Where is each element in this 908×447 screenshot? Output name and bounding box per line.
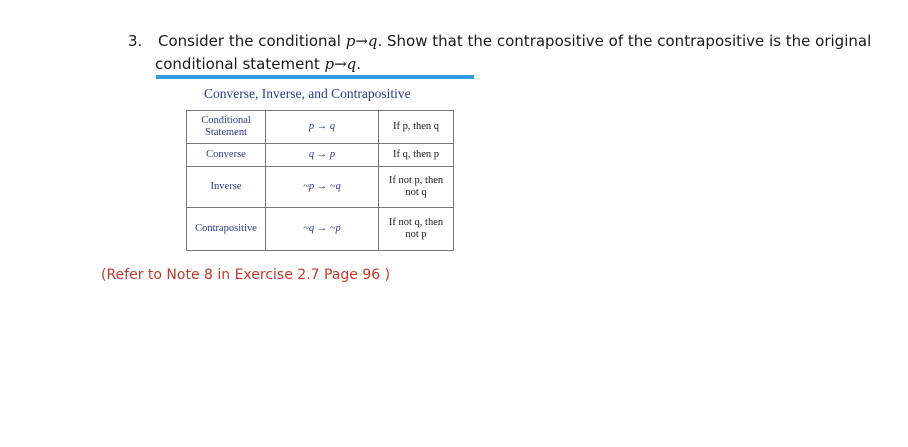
table-row [187,144,454,167]
row-symbolic: ~p → ~q [266,167,379,208]
row-symbolic: q → p [266,144,379,167]
question-line-2 [155,53,361,76]
question-number: 3. [128,32,143,50]
row-symbolic: ~q → ~p [266,208,379,251]
row-label: Conditional Statement [187,111,266,144]
question-math-1: p→q [345,32,378,50]
table-row [187,208,454,251]
accent-divider [156,75,474,79]
row-label: Converse [187,144,266,167]
table-title: Converse, Inverse, and Contrapositive [204,86,411,101]
row-words: If q, then p [379,144,454,167]
table-row [187,167,454,208]
question-text-1a: Consider the conditional [158,32,346,50]
statements-table [186,110,454,251]
question-text-2a: conditional statement [155,55,325,73]
question-math-2: p→q [324,55,357,73]
row-label: Inverse [187,167,266,208]
question-line-1 [158,30,871,53]
question-text-2b: . [356,55,362,73]
question-text-1b: . Show that the contrapositive of the contrapositive is the original [377,32,872,50]
row-label: Contrapositive [187,208,266,251]
row-words: If not q, then not p [379,208,454,251]
row-symbolic: p → q [266,111,379,144]
row-words: If not p, then not q [379,167,454,208]
table-row [187,111,454,144]
reference-note: (Refer to Note 8 in Exercise 2.7 Page 96 ) [101,267,391,283]
row-words: If p, then q [379,111,454,144]
